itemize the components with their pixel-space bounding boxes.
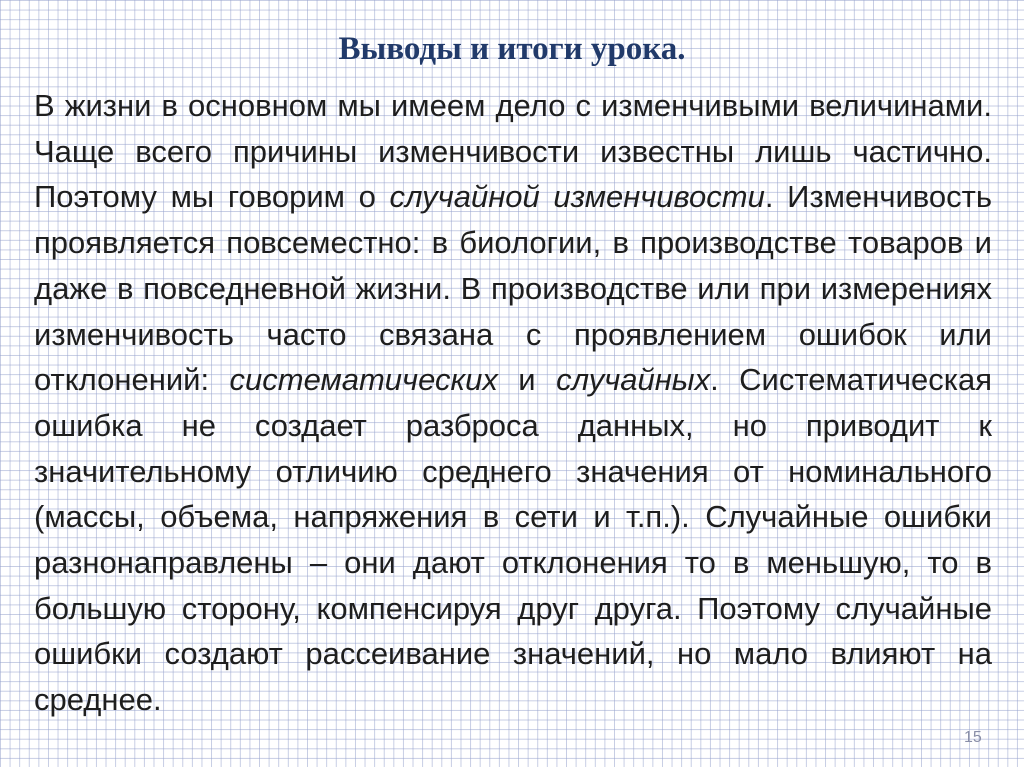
italic-term-random-variability: случайной изменчивости (389, 179, 765, 215)
text-segment: . Систематическая ошибка не создает разброса данных, но приводит к значительному отличию среднего значения от номинального (массы, объема, напряжения в сети и т.п.). Случайные ошибки разнонаправлены – они дают отклонения то в меньшую, то в большую сторону, компенсируя друг друга. Поэтому случайные ошибки создают рассеивание значений, но мало влияют на среднее. (34, 362, 992, 718)
text-segment: и (497, 362, 557, 398)
slide-title: Выводы и итоги урока. (338, 31, 686, 67)
text-segment: В жизни в основном мы имеем дело с изменчивыми величинами. Чаще всего причины изменчивости известны лишь частично. Поэтому мы говорим о (34, 88, 992, 215)
text-segment: . Изменчивость проявляется повсеместно: в биологии, в производстве товаров и даже в повседневной жизни. В производстве или при измерениях изменчивость часто связана с проявлением ошибок или отклонений: (34, 179, 993, 398)
slide-number: 15 (964, 729, 982, 746)
italic-term-random: случайных (556, 362, 711, 398)
body-paragraph (34, 83, 992, 723)
italic-term-systematic: систематических (229, 362, 498, 398)
